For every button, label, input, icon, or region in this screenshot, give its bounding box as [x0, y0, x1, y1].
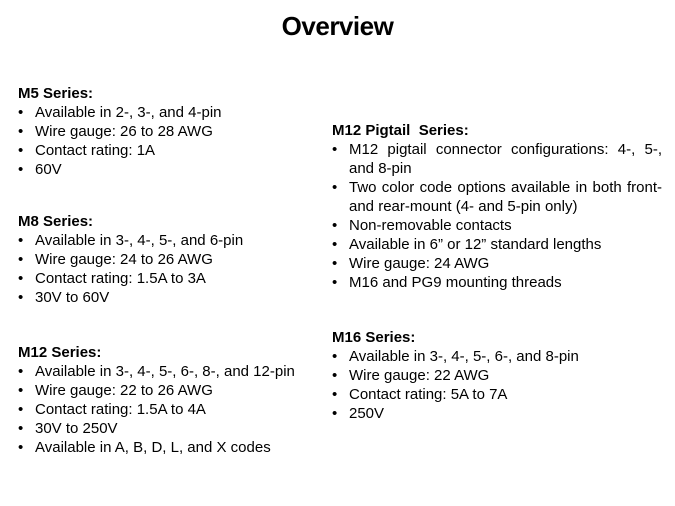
section-heading: M12 Series:: [18, 344, 102, 361]
bullet-icon: •: [18, 123, 24, 140]
bullet-icon: •: [332, 386, 338, 403]
section-m12-series: [18, 343, 328, 457]
bullet-icon: •: [332, 141, 338, 158]
list-item: • Contact rating: 1A: [18, 142, 156, 159]
section-heading: M5 Series:: [18, 85, 94, 102]
bullet-icon: •: [18, 251, 24, 268]
page-title: Overview: [281, 11, 394, 41]
list-item: • Available in A, B, D, L, and X codes: [18, 439, 271, 456]
bullet-icon: •: [18, 401, 24, 418]
bullet-list: [18, 103, 328, 179]
bullet-icon: •: [332, 348, 338, 365]
list-item: • M16 and PG9 mounting threads: [332, 274, 562, 291]
section-m12-pigtail-series: [332, 121, 662, 292]
section-heading: M12 Pigtail Series:: [332, 122, 469, 139]
bullet-icon: •: [18, 439, 24, 456]
list-item: • Contact rating: 1.5A to 4A: [18, 401, 206, 418]
list-item: • Wire gauge: 24 AWG: [332, 255, 490, 272]
list-item: • Wire gauge: 24 to 26 AWG: [18, 251, 213, 268]
list-item: • M12 pigtail connector configurations: 4-, 5-, and 8-pin: [332, 141, 662, 177]
list-item: • Available in 3-, 4-, 5-, and 6-pin: [18, 232, 244, 249]
list-item: • Contact rating: 5A to 7A: [332, 386, 508, 403]
bullet-list: [332, 140, 662, 292]
list-item: • Available in 3-, 4-, 5-, 6-, 8-, and 12-pin: [18, 363, 295, 380]
section-m16-series: [332, 328, 662, 423]
list-item: • 30V to 250V: [18, 420, 118, 437]
bullet-list: [18, 362, 328, 457]
bullet-icon: •: [18, 104, 24, 121]
bullet-icon: •: [332, 405, 338, 422]
section-heading: M16 Series:: [332, 329, 416, 346]
section-m8-series: [18, 212, 328, 307]
bullet-icon: •: [332, 367, 338, 384]
bullet-icon: •: [18, 161, 24, 178]
bullet-icon: •: [332, 179, 338, 196]
list-item: • Available in 2-, 3-, and 4-pin: [18, 104, 222, 121]
list-item: • Two color code options available in both front- and rear-mount (4- and 5-pin only): [332, 179, 662, 215]
section-heading: M8 Series:: [18, 213, 94, 230]
list-item: • Wire gauge: 22 to 26 AWG: [18, 382, 213, 399]
bullet-icon: •: [18, 382, 24, 399]
section-m5-series: [18, 84, 328, 179]
list-item: • 250V: [332, 405, 385, 422]
bullet-icon: •: [18, 270, 24, 287]
bullet-icon: •: [18, 142, 24, 159]
bullet-icon: •: [18, 420, 24, 437]
list-item: • Available in 6” or 12” standard lengths: [332, 236, 602, 253]
list-item: • Wire gauge: 26 to 28 AWG: [18, 123, 213, 140]
list-item: • Available in 3-, 4-, 5-, 6-, and 8-pin: [332, 348, 579, 365]
list-item: • Contact rating: 1.5A to 3A: [18, 270, 206, 287]
bullet-icon: •: [18, 363, 24, 380]
bullet-list: [332, 347, 662, 423]
bullet-icon: •: [332, 255, 338, 272]
bullet-list: [18, 231, 328, 307]
bullet-icon: •: [332, 236, 338, 253]
list-item: • 60V: [18, 161, 62, 178]
bullet-icon: •: [332, 274, 338, 291]
list-item: • 30V to 60V: [18, 289, 110, 306]
bullet-icon: •: [18, 232, 24, 249]
bullet-icon: •: [332, 217, 338, 234]
bullet-icon: •: [18, 289, 24, 306]
list-item: • Wire gauge: 22 AWG: [332, 367, 490, 384]
list-item: • Non-removable contacts: [332, 217, 512, 234]
